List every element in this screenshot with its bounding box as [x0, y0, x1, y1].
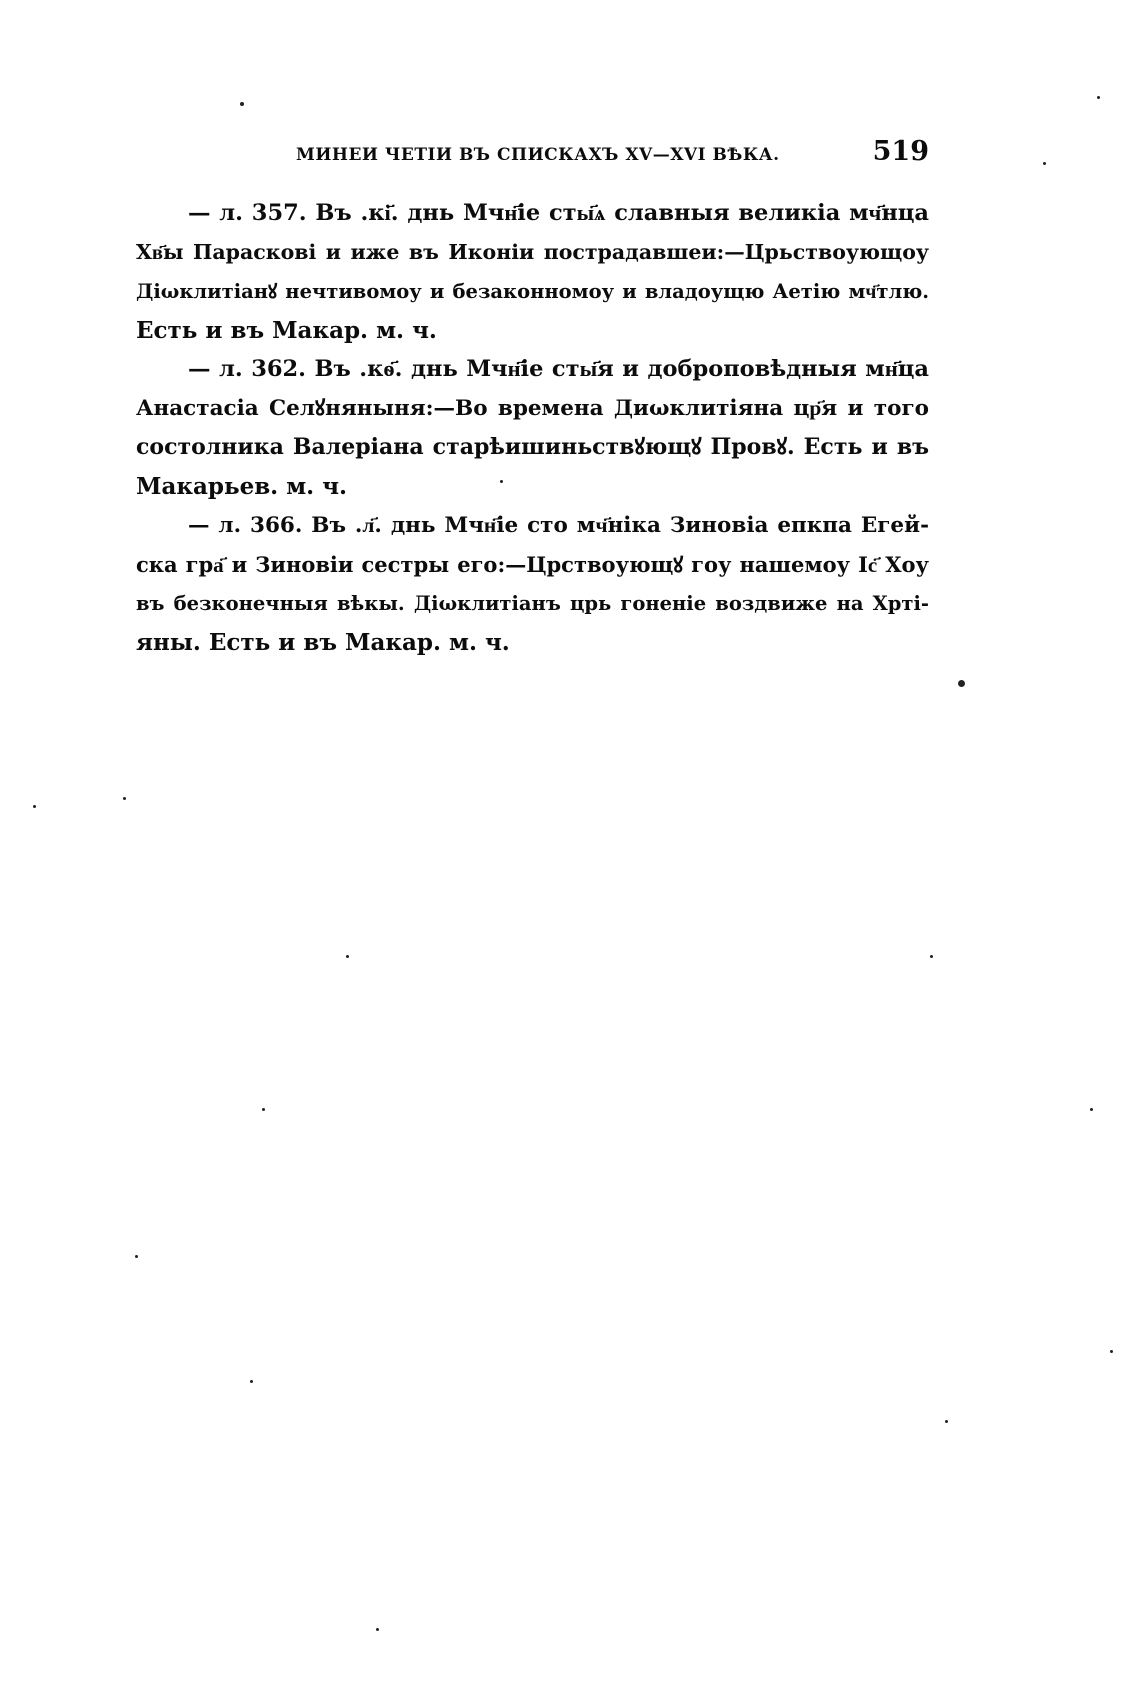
scan-speck [945, 1420, 948, 1423]
scan-speck [250, 1380, 253, 1383]
scan-speck [33, 805, 36, 808]
text-line: ска гра҃ и Зиновіи сестры его:—Црствоующꙋ гоу нашемоу Іс҃ Хоу [136, 552, 929, 577]
page-number: 519 [872, 136, 929, 167]
scan-speck [930, 955, 933, 958]
running-title: МИНЕИ ЧЕТІИ ВЪ СПИСКАХЪ XV—XVI ВѢКА. [296, 145, 780, 165]
scan-speck [376, 1628, 379, 1631]
scan-speck [240, 102, 244, 106]
text-line: Діωклитіанꙋ нечтивомоу и безаконномоу и владоущю Аетію мч҃тлю. [136, 280, 929, 303]
scan-speck [346, 955, 349, 958]
scan-speck [1110, 1350, 1113, 1353]
text-line: — л. 366. Въ .л҃. днь Мчн҃іе сто мч҃ніка Зиновіа епкпа Егей- [188, 513, 929, 538]
scan-speck [500, 480, 503, 483]
scan-speck [135, 1255, 138, 1258]
scan-speck [1043, 162, 1046, 165]
text-line: — л. 357. Въ .кі҃. днь Мчн҃іе сты҃ѧ славныя великіа мч҃нца [188, 200, 929, 226]
text-line: въ безконечныя вѣкы. Діωклитіанъ црь гоненіе воздвиже на Хрті- [136, 592, 929, 615]
body-text [136, 194, 929, 662]
text-line: — л. 362. Въ .кѳ҃. днь Мчн҃іе сты҃я и доброповѣдныя мн҃ца [188, 356, 929, 382]
running-head [136, 136, 929, 174]
scan-speck [1090, 1108, 1093, 1111]
scan-speck [123, 797, 126, 800]
text-line: Макарьев. м. ч. [136, 473, 348, 500]
text-line: яны. Есть и въ Макар. м. ч. [136, 629, 510, 656]
entry-folio-362 [136, 350, 929, 506]
scan-speck [1097, 96, 1100, 99]
entry-folio-357 [136, 194, 929, 350]
scan-speck [958, 680, 965, 687]
scan-speck [262, 1108, 265, 1111]
text-line: состолника Валеріана старѣишиньствꙋющꙋ Провꙋ. Есть и въ [136, 434, 929, 460]
text-line: Хв҃ы Параскові и иже въ Иконіи пострадавшеи:—Црьствоующоу [136, 240, 929, 264]
text-line: Анастасіа Селꙋняныня:—Во времена Диωклитіяна цр҃я и того [136, 396, 929, 421]
text-line: Есть и въ Макар. м. ч. [136, 317, 437, 344]
entry-folio-366 [136, 506, 929, 662]
